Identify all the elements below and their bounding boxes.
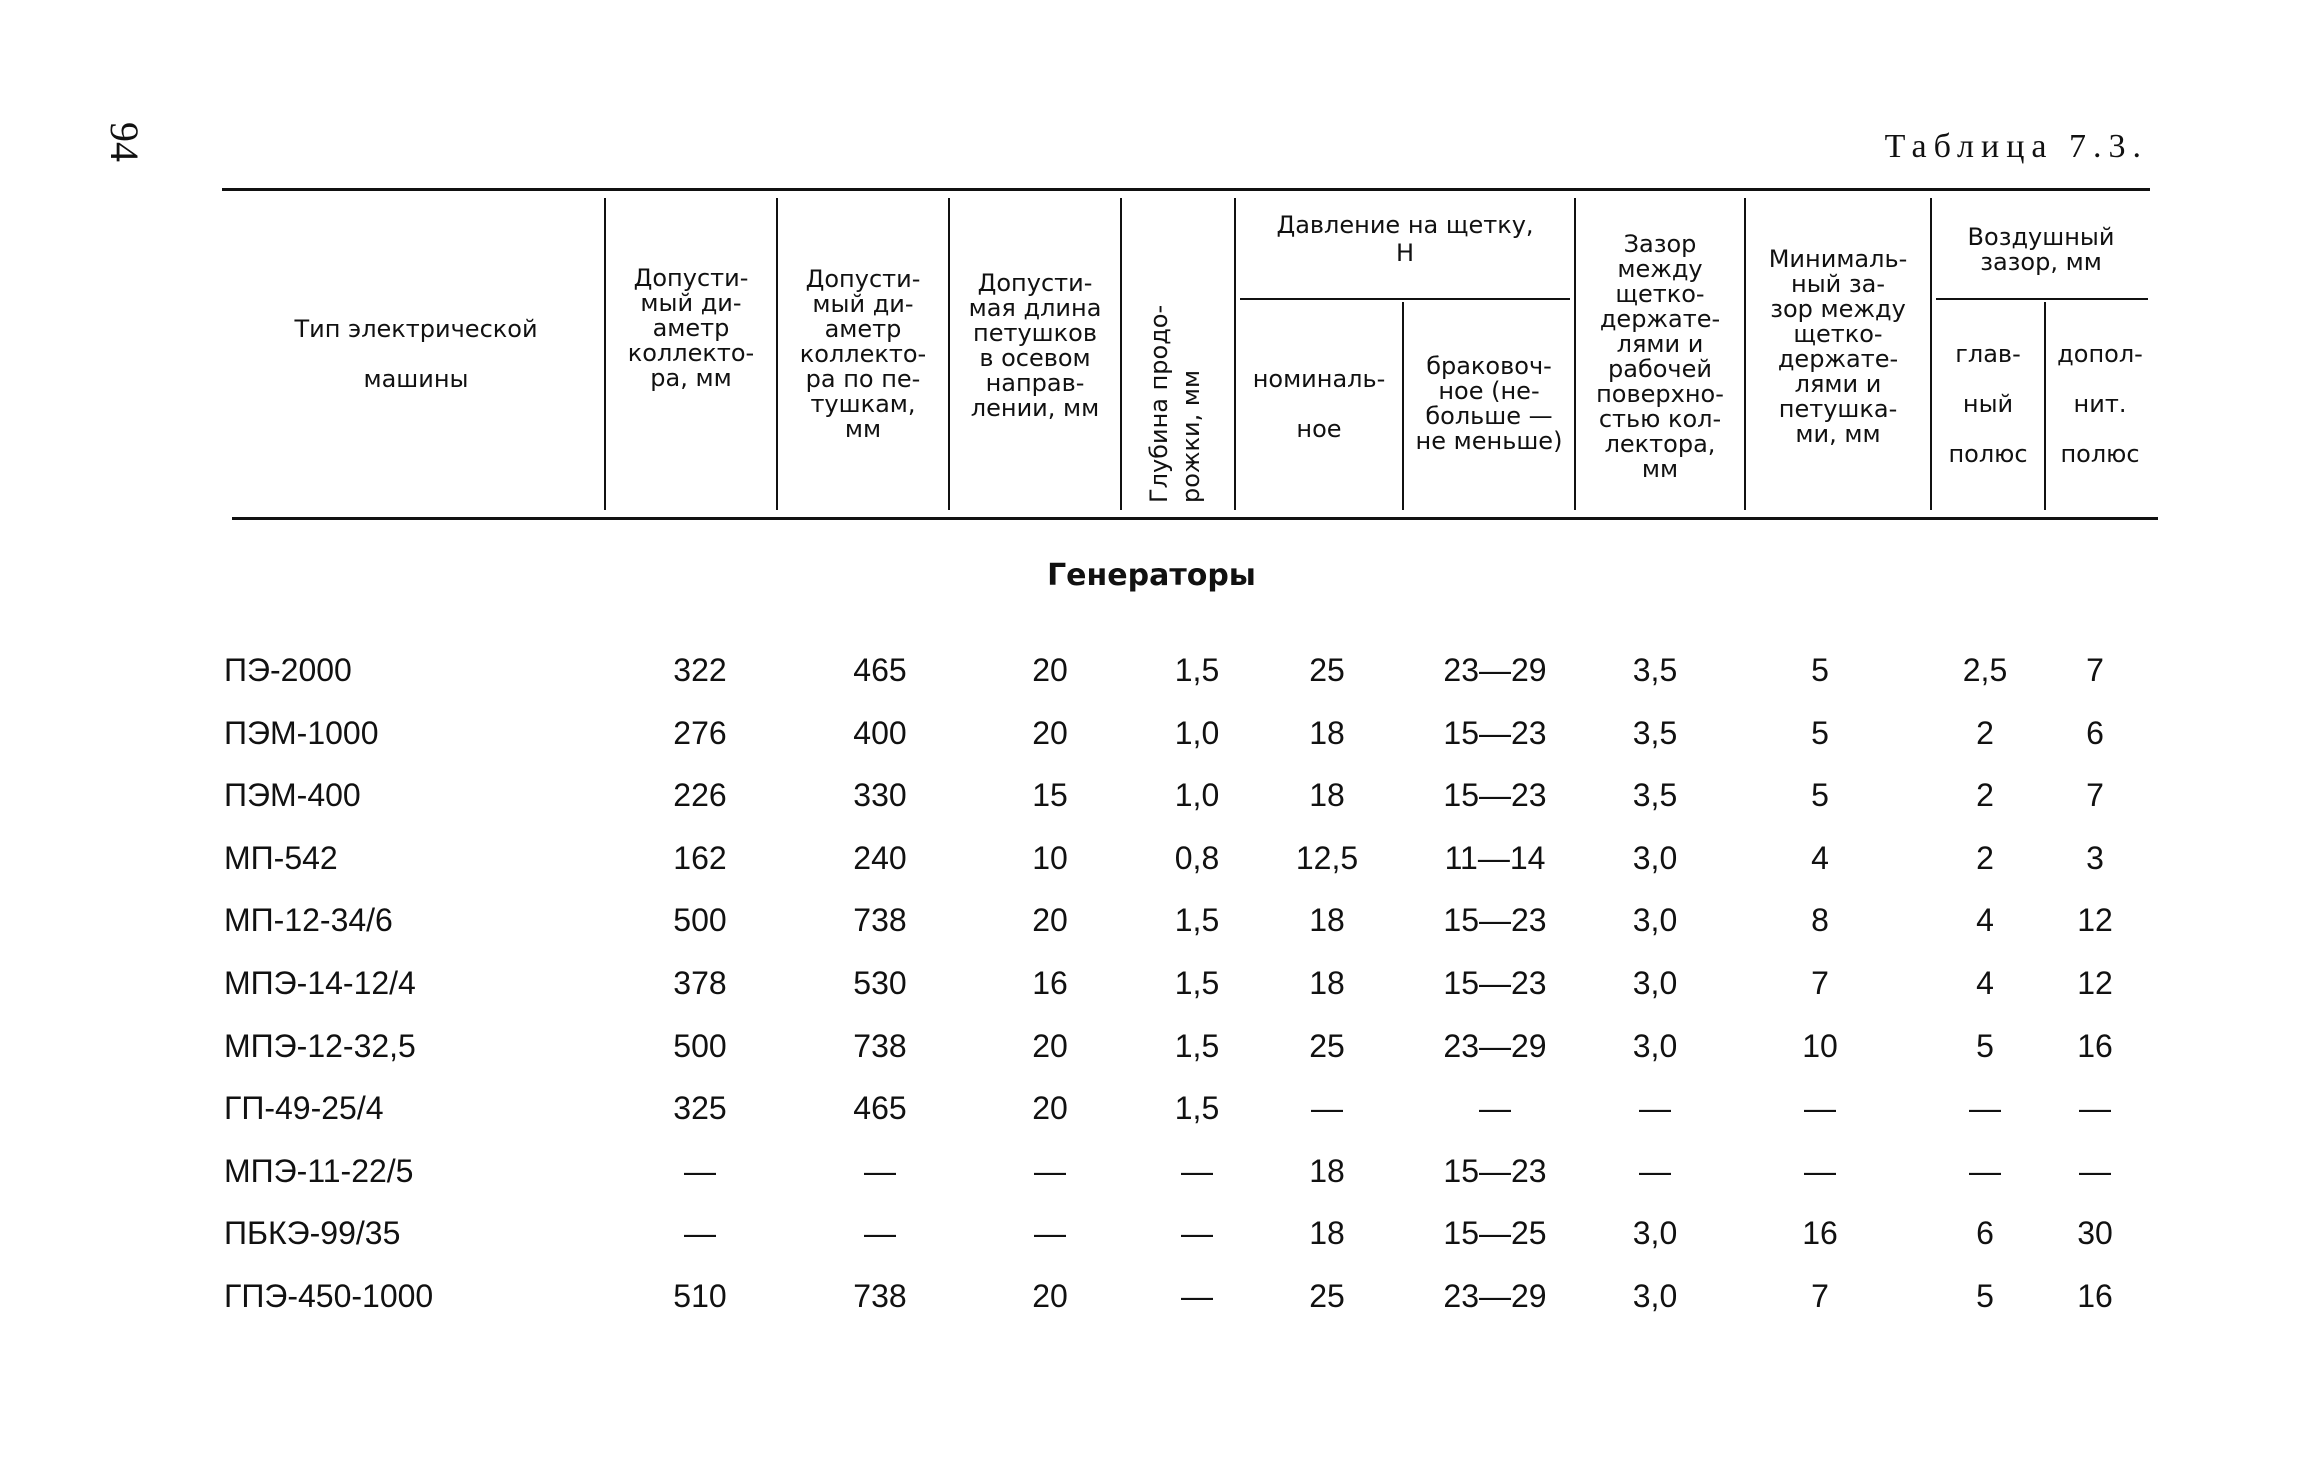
cell-air-gap-aux: 12 xyxy=(2077,965,2113,1001)
cell-holder-gap: 3,0 xyxy=(1632,1215,1678,1251)
cell-groove-depth: — xyxy=(1181,1215,1213,1251)
cell-holder-gap: — xyxy=(1639,1153,1671,1189)
cell-air-gap-aux: 16 xyxy=(2077,1278,2113,1314)
header-air-gap: Воздушный зазор, мм xyxy=(1967,223,2115,276)
cell-machine-type: МП-12-34/6 xyxy=(224,902,393,938)
divider xyxy=(1936,298,2148,300)
divider xyxy=(2044,302,2046,510)
cell-machine-type: ГПЭ-450-1000 xyxy=(224,1278,434,1314)
cell-brush-pressure-reject: 15—23 xyxy=(1443,902,1547,938)
cell-brush-pressure-reject: 23—29 xyxy=(1443,1028,1547,1064)
cell-min-holder-riser-gap: — xyxy=(1804,1153,1836,1189)
divider xyxy=(1930,198,1932,510)
cell-machine-type: ПБКЭ-99/35 xyxy=(224,1215,401,1251)
table-row xyxy=(0,1146,2303,1196)
cell-collector-diameter: — xyxy=(684,1215,716,1251)
cell-collector-diameter-by-risers: — xyxy=(864,1153,896,1189)
divider xyxy=(604,198,606,510)
header-collector-diameter: Допусти- мый ди- аметр коллекто- ра, мм xyxy=(627,263,755,392)
cell-min-holder-riser-gap: 10 xyxy=(1802,1028,1838,1064)
cell-groove-depth: — xyxy=(1181,1153,1213,1189)
cell-brush-pressure-nominal: 25 xyxy=(1309,652,1345,688)
cell-brush-pressure-reject: 23—29 xyxy=(1443,1278,1547,1314)
cell-collector-diameter: 510 xyxy=(673,1278,727,1314)
cell-brush-pressure-reject: 15—25 xyxy=(1443,1215,1547,1251)
header-collector-diameter-by-risers: Допусти- мый ди- аметр коллекто- ра по пе- тушкам, мм xyxy=(799,264,927,443)
cell-min-holder-riser-gap: 8 xyxy=(1811,902,1829,938)
cell-collector-diameter-by-risers: 240 xyxy=(853,840,907,876)
cell-groove-depth: 1,0 xyxy=(1174,715,1220,751)
cell-riser-length: 10 xyxy=(1032,840,1068,876)
cell-collector-diameter: 378 xyxy=(673,965,727,1001)
cell-brush-pressure-nominal: 25 xyxy=(1309,1278,1345,1314)
cell-riser-length: 20 xyxy=(1032,1090,1068,1126)
cell-machine-type: ПЭМ-400 xyxy=(224,777,361,813)
cell-air-gap-aux: 6 xyxy=(2086,715,2104,751)
cell-collector-diameter: 500 xyxy=(673,902,727,938)
cell-air-gap-main: 5 xyxy=(1976,1028,1994,1064)
header-top-rule xyxy=(222,188,2150,191)
cell-brush-pressure-reject: 23—29 xyxy=(1443,652,1547,688)
cell-min-holder-riser-gap: 5 xyxy=(1811,777,1829,813)
cell-collector-diameter-by-risers: — xyxy=(864,1215,896,1251)
cell-riser-length: — xyxy=(1034,1215,1066,1251)
cell-riser-length: 20 xyxy=(1032,715,1068,751)
header-holder-gap: Зазор между щетко- держате- лями и рабочей поверхно- стью кол- лектора, мм xyxy=(1596,230,1724,483)
cell-collector-diameter-by-risers: 400 xyxy=(853,715,907,751)
cell-air-gap-aux: — xyxy=(2079,1153,2111,1189)
cell-air-gap-aux: 7 xyxy=(2086,777,2104,813)
cell-machine-type: МПЭ-14-12/4 xyxy=(224,965,416,1001)
cell-collector-diameter-by-risers: 530 xyxy=(853,965,907,1001)
cell-brush-pressure-nominal: 18 xyxy=(1309,715,1345,751)
cell-min-holder-riser-gap: — xyxy=(1804,1090,1836,1126)
header-air-gap-aux: допол- нит. полюс xyxy=(2057,339,2143,468)
cell-riser-length: 20 xyxy=(1032,652,1068,688)
cell-air-gap-main: 5 xyxy=(1976,1278,1994,1314)
section-title: Генераторы xyxy=(1047,558,1256,593)
cell-brush-pressure-nominal: 18 xyxy=(1309,902,1345,938)
cell-collector-diameter: 162 xyxy=(673,840,727,876)
cell-air-gap-main: 2 xyxy=(1976,777,1994,813)
cell-holder-gap: 3,5 xyxy=(1632,715,1678,751)
cell-air-gap-main: 2 xyxy=(1976,840,1994,876)
cell-air-gap-main: 2,5 xyxy=(1962,652,2008,688)
cell-groove-depth: 1,5 xyxy=(1174,1028,1220,1064)
cell-air-gap-main: 4 xyxy=(1976,902,1994,938)
cell-holder-gap: 3,0 xyxy=(1632,840,1678,876)
cell-air-gap-aux: 12 xyxy=(2077,902,2113,938)
cell-air-gap-aux: 30 xyxy=(2077,1215,2113,1251)
cell-collector-diameter: 276 xyxy=(673,715,727,751)
cell-machine-type: ПЭМ-1000 xyxy=(224,715,379,751)
cell-machine-type: МП-542 xyxy=(224,840,338,876)
cell-collector-diameter-by-risers: 738 xyxy=(853,1278,907,1314)
cell-groove-depth: — xyxy=(1181,1278,1213,1314)
cell-brush-pressure-nominal: — xyxy=(1311,1090,1343,1126)
cell-collector-diameter: 325 xyxy=(673,1090,727,1126)
table-row xyxy=(0,1021,2303,1071)
cell-groove-depth: 1,0 xyxy=(1174,777,1220,813)
cell-groove-depth: 1,5 xyxy=(1174,652,1220,688)
cell-collector-diameter-by-risers: 465 xyxy=(853,1090,907,1126)
cell-riser-length: 16 xyxy=(1032,965,1068,1001)
table-row xyxy=(0,1208,2303,1258)
header-brush-pressure: Давление на щетку, Н xyxy=(1276,211,1534,267)
cell-riser-length: 20 xyxy=(1032,1028,1068,1064)
divider xyxy=(1234,198,1236,510)
table-row xyxy=(0,645,2303,695)
cell-brush-pressure-nominal: 18 xyxy=(1309,1215,1345,1251)
cell-collector-diameter: 322 xyxy=(673,652,727,688)
table-row xyxy=(0,708,2303,758)
cell-collector-diameter-by-risers: 738 xyxy=(853,902,907,938)
cell-collector-diameter-by-risers: 330 xyxy=(853,777,907,813)
cell-collector-diameter: 226 xyxy=(673,777,727,813)
cell-min-holder-riser-gap: 16 xyxy=(1802,1215,1838,1251)
header-bottom-rule xyxy=(232,517,2158,520)
divider xyxy=(1240,298,1570,300)
table-row xyxy=(0,895,2303,945)
cell-brush-pressure-reject: 11—14 xyxy=(1444,840,1546,876)
cell-air-gap-aux: 7 xyxy=(2086,652,2104,688)
header-min-holder-riser-gap: Минималь- ный за- зор между щетко- держате- лями и петушка- ми, мм xyxy=(1768,245,1908,448)
cell-brush-pressure-reject: 15—23 xyxy=(1443,965,1547,1001)
table-row xyxy=(0,1271,2303,1321)
cell-groove-depth: 1,5 xyxy=(1174,965,1220,1001)
cell-collector-diameter-by-risers: 465 xyxy=(853,652,907,688)
cell-holder-gap: — xyxy=(1639,1090,1671,1126)
divider xyxy=(1402,302,1404,510)
table-row xyxy=(0,770,2303,820)
cell-holder-gap: 3,5 xyxy=(1632,777,1678,813)
cell-min-holder-riser-gap: 7 xyxy=(1811,1278,1829,1314)
cell-brush-pressure-nominal: 25 xyxy=(1309,1028,1345,1064)
cell-holder-gap: 3,5 xyxy=(1632,652,1678,688)
cell-collector-diameter: 500 xyxy=(673,1028,727,1064)
table-caption: Таблица 7.3. xyxy=(1884,128,2148,165)
cell-brush-pressure-nominal: 18 xyxy=(1309,965,1345,1001)
cell-air-gap-main: 2 xyxy=(1976,715,1994,751)
cell-holder-gap: 3,0 xyxy=(1632,1278,1678,1314)
header-machine-type: Тип электрической машины xyxy=(294,314,538,393)
header-riser-length: Допусти- мая длина петушков в осевом направ- лении, мм xyxy=(968,269,1102,422)
cell-air-gap-main: — xyxy=(1969,1090,2001,1126)
cell-groove-depth: 0,8 xyxy=(1174,840,1220,876)
cell-brush-pressure-nominal: 12,5 xyxy=(1295,840,1359,876)
divider xyxy=(776,198,778,510)
cell-riser-length: 15 xyxy=(1032,777,1068,813)
cell-brush-pressure-reject: 15—23 xyxy=(1443,1153,1547,1189)
cell-air-gap-aux: 16 xyxy=(2077,1028,2113,1064)
header-groove-depth: Глубина продо- рожки, мм xyxy=(1145,304,1205,503)
header-air-gap-main: глав- ный полюс xyxy=(1948,339,2028,468)
cell-machine-type: МПЭ-12-32,5 xyxy=(224,1028,416,1064)
divider xyxy=(948,198,950,510)
cell-air-gap-main: 4 xyxy=(1976,965,1994,1001)
divider xyxy=(1574,198,1576,510)
cell-groove-depth: 1,5 xyxy=(1174,1090,1220,1126)
cell-machine-type: ГП-49-25/4 xyxy=(224,1090,384,1126)
cell-machine-type: МПЭ-11-22/5 xyxy=(224,1153,414,1189)
cell-min-holder-riser-gap: 5 xyxy=(1811,652,1829,688)
table-row xyxy=(0,1083,2303,1133)
cell-air-gap-aux: 3 xyxy=(2086,840,2104,876)
cell-brush-pressure-nominal: 18 xyxy=(1309,1153,1345,1189)
cell-holder-gap: 3,0 xyxy=(1632,965,1678,1001)
cell-groove-depth: 1,5 xyxy=(1174,902,1220,938)
header-brush-pressure-reject: браковоч- ное (не- больше — не меньше) xyxy=(1415,352,1563,455)
cell-min-holder-riser-gap: 7 xyxy=(1811,965,1829,1001)
cell-holder-gap: 3,0 xyxy=(1632,1028,1678,1064)
cell-air-gap-aux: — xyxy=(2079,1090,2111,1126)
header-brush-pressure-nominal: номиналь- ное xyxy=(1252,364,1386,443)
cell-riser-length: 20 xyxy=(1032,1278,1068,1314)
cell-riser-length: — xyxy=(1034,1153,1066,1189)
page-number: 94 xyxy=(102,122,147,162)
divider xyxy=(1744,198,1746,510)
cell-collector-diameter-by-risers: 738 xyxy=(853,1028,907,1064)
cell-min-holder-riser-gap: 4 xyxy=(1811,840,1829,876)
cell-holder-gap: 3,0 xyxy=(1632,902,1678,938)
cell-riser-length: 20 xyxy=(1032,902,1068,938)
cell-collector-diameter: — xyxy=(684,1153,716,1189)
table-row xyxy=(0,833,2303,883)
cell-air-gap-main: — xyxy=(1969,1153,2001,1189)
cell-brush-pressure-reject: 15—23 xyxy=(1443,777,1547,813)
cell-air-gap-main: 6 xyxy=(1976,1215,1994,1251)
cell-machine-type: ПЭ-2000 xyxy=(224,652,352,688)
cell-brush-pressure-reject: — xyxy=(1479,1090,1511,1126)
cell-brush-pressure-nominal: 18 xyxy=(1309,777,1345,813)
cell-min-holder-riser-gap: 5 xyxy=(1811,715,1829,751)
cell-brush-pressure-reject: 15—23 xyxy=(1443,715,1547,751)
table-row xyxy=(0,958,2303,1008)
